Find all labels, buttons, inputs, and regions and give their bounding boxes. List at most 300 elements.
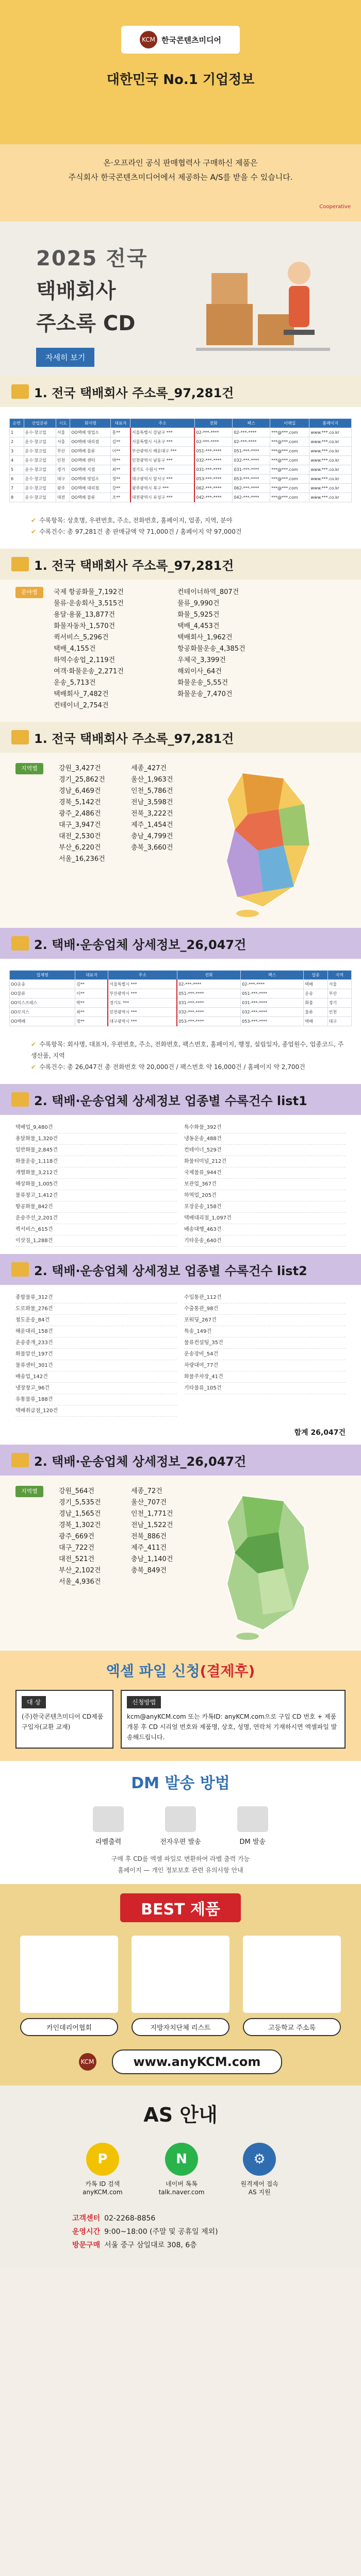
column-header: 업종 xyxy=(304,971,327,980)
column-header: 전화 xyxy=(194,419,232,428)
table-cell: 조** xyxy=(111,493,130,502)
logo-mark-icon: KCM xyxy=(79,2053,96,2071)
dm-title: DM 발송 방법 xyxy=(131,1774,230,1792)
stat-item: 국제 항공화물_7,192건 xyxy=(54,588,124,596)
region-item: 전남_1,522건 xyxy=(131,1521,173,1529)
industry-item: 특수화물_392건 xyxy=(184,1122,346,1133)
section-4-table xyxy=(0,959,361,1036)
industry-item: 보관업_367건 xyxy=(184,1179,346,1190)
table-cell: 인천 xyxy=(327,1008,351,1017)
table-cell: 최** xyxy=(75,1008,108,1017)
order-title: 엑셀 파일 신청(결제후) xyxy=(106,1663,255,1680)
industry-item: 종합물류_312건 xyxy=(15,1292,177,1303)
phone-row: 고객센터 02-2268-8856 xyxy=(72,2214,156,2223)
website-link[interactable]: www.anyKCM.com xyxy=(112,2049,283,2074)
company-logo[interactable] xyxy=(121,26,240,54)
korea-map-icon xyxy=(206,768,325,918)
folder-icon xyxy=(11,730,29,744)
table-cell: 부산광역시 *** xyxy=(108,989,177,998)
naver-icon: N xyxy=(165,2143,198,2176)
table-cell: 경기 xyxy=(56,465,70,474)
table-cell: www.***.co.kr xyxy=(309,456,352,465)
table-cell: 031-***-**** xyxy=(241,998,304,1008)
note-item: ✔ 수록항목: 상호명, 우편번호, 주소, 전화번호, 홈페이지, 업종, 지역, 분야 xyxy=(31,517,233,524)
target-box xyxy=(15,1690,113,1749)
folder-icon xyxy=(11,1092,29,1107)
industry-item: 용달화물_1,320건 xyxy=(15,1133,177,1145)
check-icon: ✔ xyxy=(31,1041,37,1048)
stat-item: 물류_9,990건 xyxy=(177,600,220,607)
address-row: 방문구매 서울 중구 삼일대로 308, 6층 xyxy=(72,2241,197,2249)
region-item: 인천_1,771건 xyxy=(131,1510,173,1518)
table-cell: 053-***-**** xyxy=(194,474,232,484)
table-cell: 서울특별시 강남구 *** xyxy=(130,428,195,437)
column-header: 대표자 xyxy=(75,971,108,980)
table-cell: 경기도 *** xyxy=(108,998,177,1008)
table-cell: OO로지스 xyxy=(10,1008,75,1017)
stat-item: 여객·화물운송_2,271건 xyxy=(54,668,124,675)
stat-item: 퀵서비스_5,296건 xyxy=(54,634,109,641)
table-cell: 서울 xyxy=(56,428,70,437)
column-header: 시도 xyxy=(56,419,70,428)
stat-item: 화물자동차_1,570건 xyxy=(54,622,116,630)
section-6-list xyxy=(0,1285,361,1424)
table-cell: 최** xyxy=(111,465,130,474)
table-row xyxy=(10,989,352,998)
delivery-illustration-icon xyxy=(196,242,330,361)
cover-year: 2025 전국 xyxy=(36,247,148,270)
stat-item: 항공화물운송_4,385건 xyxy=(177,645,245,653)
region-item: 서울_4,936건 xyxy=(59,1578,101,1586)
industry-item: 운송주선_2,201건 xyxy=(15,1213,177,1224)
region-item: 세종_427건 xyxy=(131,765,167,772)
stats-column-2 xyxy=(177,587,291,711)
table-cell: 032-***-**** xyxy=(233,456,270,465)
as-channel-kakao[interactable]: P 카톡 ID 검색 anyKCM.com xyxy=(83,2143,122,2196)
table-cell: www.***.co.kr xyxy=(309,484,352,493)
industry-item: 특송_149건 xyxy=(184,1326,346,1337)
section-2-heading xyxy=(0,549,361,580)
remote-support-icon: ⚙ xyxy=(243,2143,276,2176)
table-cell: 화물 xyxy=(304,998,327,1008)
table-cell: www.***.co.kr xyxy=(309,428,352,437)
table-cell: 02-***-**** xyxy=(177,980,240,989)
intro-line-2: 주식회사 한국콘텐츠미디어에서 제공하는 A/S를 받을 수 있습니다. xyxy=(68,173,293,182)
table-cell: 택배 xyxy=(304,980,327,989)
industry-item: 냉장창고_96건 xyxy=(15,1383,177,1394)
table-cell: 062-***-**** xyxy=(194,484,232,493)
industry-item: 퀵서비스_615건 xyxy=(15,1224,177,1235)
table-row xyxy=(10,1008,352,1017)
table-cell: 이** xyxy=(75,989,108,998)
table-cell: 운송 xyxy=(304,989,327,998)
hours-row: 운영시간 9:00~18:00 (주말 및 공휴일 제외) xyxy=(72,2228,218,2236)
region-item: 경기_25,862건 xyxy=(59,776,105,784)
region-item: 전북_3,222건 xyxy=(131,810,173,818)
region-item: 전남_3,598건 xyxy=(131,799,173,806)
region-item: 경남_1,565건 xyxy=(59,1510,101,1518)
folder-icon xyxy=(11,384,29,399)
table-cell: 042-***-**** xyxy=(194,493,232,502)
table-cell: 8 xyxy=(10,493,24,502)
stats-column-1 xyxy=(54,587,167,711)
best-footer xyxy=(0,2044,361,2086)
spacer xyxy=(0,2252,361,2267)
table-cell: 인천 xyxy=(56,456,70,465)
table-cell: 대구광역시 달서구 *** xyxy=(130,474,195,484)
table-cell: 택배 xyxy=(304,1017,327,1026)
table-cell: 인천광역시 *** xyxy=(108,1008,177,1017)
industry-item: 화물터미널_212건 xyxy=(184,1156,346,1167)
table-cell: 운수·창고업 xyxy=(24,437,56,447)
check-icon: ✔ xyxy=(31,1063,37,1071)
company-name: 한국콘텐츠미디어 xyxy=(161,35,221,45)
industry-item: 도로화물_276건 xyxy=(15,1303,177,1315)
industry-item: 하역업_205건 xyxy=(184,1190,346,1201)
table-cell: 051-***-**** xyxy=(233,447,270,456)
table-cell: 4 xyxy=(10,456,24,465)
target-label: 대 상 xyxy=(22,1696,46,1708)
region-item: 경남_6,469건 xyxy=(59,787,101,795)
column-header: 대표자 xyxy=(111,419,130,428)
dm-step: 전자우편 발송 xyxy=(160,1806,201,1846)
section-1-notes xyxy=(0,512,361,549)
region-column-1 xyxy=(59,1486,116,1640)
industry-item: 택배대리점_1,097건 xyxy=(184,1213,346,1224)
table-row xyxy=(10,1017,352,1026)
table-cell: www.***.co.kr xyxy=(309,447,352,456)
table-cell: 02-***-**** xyxy=(194,437,232,447)
cover-title-1: 택배회사 xyxy=(36,279,116,303)
product-card[interactable]: 고등학교 주소록 xyxy=(243,1936,341,2036)
section-3-regions xyxy=(0,753,361,928)
table-cell: 정** xyxy=(111,474,130,484)
table-cell: 051-***-**** xyxy=(194,447,232,456)
tagline: 대한민국 No.1 기업정보 xyxy=(106,72,255,88)
stat-item: 하역수송업_2,119건 xyxy=(54,656,116,664)
folder-icon xyxy=(11,557,29,571)
table-row xyxy=(10,980,352,989)
table-cell: 031-***-**** xyxy=(194,465,232,474)
industry-column-2 xyxy=(184,1292,346,1417)
region-item: 전북_886건 xyxy=(131,1533,167,1540)
header xyxy=(0,0,361,144)
table-row xyxy=(10,447,352,456)
table-cell: OO택배 물류 xyxy=(70,493,111,502)
column-header: 전화 xyxy=(177,971,240,980)
industry-item: 물류센터_301건 xyxy=(15,1360,177,1371)
region-column-2 xyxy=(131,1486,188,1640)
table-cell: OO택배 대리점 xyxy=(70,437,111,447)
stat-item: 화물운송_5,55건 xyxy=(177,679,228,687)
section-5-heading xyxy=(0,1084,361,1115)
product-card[interactable]: 지방자치단체 리스트 xyxy=(132,1936,229,2036)
best-title: BEST 제품 xyxy=(120,1893,241,1922)
industry-column-2 xyxy=(184,1122,346,1247)
industry-item: 수입통관_112건 xyxy=(184,1292,346,1303)
table-cell: 김** xyxy=(75,980,108,989)
section-1-table xyxy=(0,407,361,512)
industry-item: 기타운송_640건 xyxy=(184,1235,346,1247)
table-cell: www.***.co.kr xyxy=(309,474,352,484)
table-cell: 서울특별시 서초구 *** xyxy=(130,437,195,447)
stat-item: 컨테이너하역_807건 xyxy=(177,588,239,596)
region-item: 광주_669건 xyxy=(59,1533,94,1540)
region-tag: 지역별 xyxy=(15,763,43,774)
sample-table-2 xyxy=(9,970,352,1026)
table-cell: 053-***-**** xyxy=(233,474,270,484)
region-item: 대구_3,947건 xyxy=(59,821,101,829)
table-cell: 경기도 수원시 *** xyxy=(130,465,195,474)
table-cell: 051-***-**** xyxy=(241,989,304,998)
industry-item: 운송중개_233건 xyxy=(15,1337,177,1349)
industry-item: 운송장비_54건 xyxy=(184,1349,346,1360)
region-item: 대전_521건 xyxy=(59,1555,94,1563)
stat-item: 택배_4,453건 xyxy=(177,622,220,630)
table-cell: 운수·창고업 xyxy=(24,456,56,465)
table-cell: 박** xyxy=(75,998,108,1008)
industry-item: 물류창고_1,412건 xyxy=(15,1190,177,1201)
cover-title-2: 주소록 CD xyxy=(36,312,136,335)
region-item: 충남_1,140건 xyxy=(131,1555,173,1563)
table-cell: 032-***-**** xyxy=(177,1008,240,1017)
industry-item: 택배취급점_120건 xyxy=(15,1405,177,1417)
cooperative-mark: Cooperative xyxy=(319,204,351,210)
table-cell: OO택배 물류 xyxy=(70,447,111,456)
table-row xyxy=(10,493,352,502)
column-header: 이메일 xyxy=(270,419,309,428)
folder-icon xyxy=(11,1453,29,1467)
table-row xyxy=(10,484,352,493)
table-cell: 053-***-**** xyxy=(177,1017,240,1026)
as-title: AS 안내 xyxy=(143,2104,218,2126)
region-column-1 xyxy=(59,763,116,918)
region-item: 인천_5,786건 xyxy=(131,787,173,795)
table-row xyxy=(10,456,352,465)
table-cell: 부산광역시 해운대구 *** xyxy=(130,447,195,456)
logo-mark-icon: KCM xyxy=(140,31,157,48)
section-7-title: 2. 택배·운송업체 상세정보_26,047건 xyxy=(34,1454,247,1469)
table-cell: 대전광역시 유성구 *** xyxy=(130,493,195,502)
category-tag: 분야별 xyxy=(15,587,43,598)
column-header: 회사명 xyxy=(70,419,111,428)
table-cell: ***@***.com xyxy=(270,474,309,484)
table-cell: ***@***.com xyxy=(270,484,309,493)
industry-item: 배송업_142건 xyxy=(15,1371,177,1383)
section-2-title: 1. 전국 택배회사 주소록_97,281건 xyxy=(34,558,234,573)
table-cell: OO익스프레스 xyxy=(10,998,75,1008)
dm-notes: 구매 후 CD를 엑셀 파일로 변환하여 라벨 출력 가능 홈페이지 — 개인 정보보호 관련 유의사항 안내 xyxy=(111,1855,250,1874)
intro-section xyxy=(0,144,361,222)
table-cell: 053-***-**** xyxy=(241,1017,304,1026)
check-icon: ✔ xyxy=(31,517,37,524)
region-item: 충북_3,660건 xyxy=(131,844,173,852)
table-cell: 박** xyxy=(111,456,130,465)
section-2-stats xyxy=(0,580,361,722)
industry-item: 차량대여_77건 xyxy=(184,1360,346,1371)
intro-line-1: 온·오프라인 공식 판매협력사 구매하신 제품은 xyxy=(103,158,258,167)
table-cell: 031-***-**** xyxy=(177,998,240,1008)
region-item: 광주_2,486건 xyxy=(59,810,101,818)
column-header: 업체명 xyxy=(10,971,75,980)
contact-info xyxy=(72,2212,289,2252)
table-cell: OO택배 영업소 xyxy=(70,428,111,437)
industry-item: 컨테이너_529건 xyxy=(184,1145,346,1156)
industry-item: 화물알선_197건 xyxy=(15,1349,177,1360)
table-cell: 2 xyxy=(10,437,24,447)
section-4-heading xyxy=(0,928,361,959)
as-channel-naver[interactable]: N 네이버 톡톡 talk.naver.com xyxy=(159,2143,205,2196)
section-1-heading xyxy=(0,376,361,407)
folder-icon xyxy=(11,936,29,951)
table-cell: 홍** xyxy=(111,428,130,437)
column-header: 홈페이지 xyxy=(309,419,352,428)
industry-item: 배송대행_463건 xyxy=(184,1224,346,1235)
stat-item: 화물운송_7,470건 xyxy=(177,690,233,698)
product-list xyxy=(0,1922,361,2044)
table-cell: 운수·창고업 xyxy=(24,447,56,456)
details-button[interactable]: 자세히 보기 xyxy=(36,348,94,367)
table-cell: 물류 xyxy=(304,1008,327,1017)
region-item: 세종_72건 xyxy=(131,1487,162,1495)
region-item: 서울_16,236건 xyxy=(59,855,105,863)
table-cell: 02-***-**** xyxy=(241,980,304,989)
phone-number[interactable]: 02-2268-8856 xyxy=(104,2214,156,2223)
industry-item: 항공화물_842건 xyxy=(15,1201,177,1213)
method-text[interactable]: kcm@anyKCM.com 또는 카톡ID: anyKCM.com으로 구입 CD 번호 + 제품 개봉 후 CD 시리얼 번호와 제품명, 상호, 성명, 연락처 기재하시면 엑셀파일 발송해드립니다. xyxy=(127,1713,337,1741)
note-item: ✔ 수록건수: 총 26,047건 총 전화번호 약 20,000건 / 팩스번호 약 16,000건 / 홈페이지 약 2,700건 xyxy=(31,1063,305,1071)
region-item: 경북_1,302건 xyxy=(59,1521,101,1529)
table-cell: ***@***.com xyxy=(270,456,309,465)
table-row xyxy=(10,428,352,437)
region-item: 대구_722건 xyxy=(59,1544,94,1552)
section-7-regions xyxy=(0,1476,361,1651)
industry-item: 해운대리_158건 xyxy=(15,1326,177,1337)
industry-item: 개별화물_3,212건 xyxy=(15,1167,177,1179)
method-box xyxy=(121,1690,346,1749)
region-tag: 지역별 xyxy=(15,1486,43,1497)
table-cell: 02-***-**** xyxy=(233,428,270,437)
region-item: 제주_411건 xyxy=(131,1544,167,1552)
dm-step: DM 발송 xyxy=(237,1806,268,1846)
table-cell: 인천광역시 남동구 *** xyxy=(130,456,195,465)
industry-item: 물류컨설팅_35건 xyxy=(184,1337,346,1349)
column-header: 산업분류 xyxy=(24,419,56,428)
stat-item: 해외이사_64건 xyxy=(177,668,222,675)
section-7-heading xyxy=(0,1445,361,1476)
dm-step: 라벨출력 xyxy=(93,1806,124,1846)
table-cell: 운수·창고업 xyxy=(24,465,56,474)
table-cell: OO택배 지점 xyxy=(70,465,111,474)
column-header: 팩스 xyxy=(241,971,304,980)
region-item: 충북_849건 xyxy=(131,1567,167,1574)
stat-item: 택배회사_7,482건 xyxy=(54,690,109,698)
note-item: ✔ 수록건수: 총 97,281건 총 판매금액 약 71,000건 / 홈페이지 약 97,000건 xyxy=(31,528,242,535)
stat-item: 택배회사_1,962건 xyxy=(177,634,233,641)
table-cell: 정** xyxy=(75,1017,108,1026)
table-cell: www.***.co.kr xyxy=(309,465,352,474)
best-products-section xyxy=(0,1884,361,2086)
table-cell: 서울특별시 *** xyxy=(108,980,177,989)
region-item: 부산_6,220건 xyxy=(59,844,101,852)
table-cell: 경기 xyxy=(327,998,351,1008)
industry-column-1 xyxy=(15,1122,177,1247)
industry-item: 포워딩_267건 xyxy=(184,1315,346,1326)
table-cell: www.***.co.kr xyxy=(309,493,352,502)
stat-item: 용달·용품_13,877건 xyxy=(54,611,115,619)
table-cell: 대구 xyxy=(56,474,70,484)
total-count: 합계 26,047건 xyxy=(0,1424,361,1445)
table-row xyxy=(10,465,352,474)
table-cell: 7 xyxy=(10,484,24,493)
table-cell: ***@***.com xyxy=(270,493,309,502)
stat-item: 컨테이너_2,754건 xyxy=(54,702,109,709)
industry-column-1 xyxy=(15,1292,177,1417)
table-cell: OO운송 xyxy=(10,980,75,989)
product-image xyxy=(132,1936,229,2013)
dm-steps xyxy=(0,1793,361,1853)
region-item: 울산_1,963건 xyxy=(131,776,173,784)
industry-item: 국제물류_944건 xyxy=(184,1167,346,1179)
mail-truck-icon xyxy=(237,1806,268,1832)
industry-item: 화물주차장_41건 xyxy=(184,1371,346,1383)
as-channel-remote[interactable]: ⚙ 원격제어 접속 AS 지원 xyxy=(240,2143,278,2196)
table-cell: 02-***-**** xyxy=(194,428,232,437)
section-5-title: 2. 택배·운송업체 상세정보 업종별 수록건수 list1 xyxy=(34,1093,307,1108)
stat-item: 화물_5,925건 xyxy=(177,611,220,619)
korea-map-icon xyxy=(206,1491,325,1640)
check-icon: ✔ xyxy=(31,528,37,535)
table-row xyxy=(10,998,352,1008)
as-channels xyxy=(0,2127,361,2207)
section-1-title: 1. 전국 택배회사 주소록_97,281건 xyxy=(34,385,234,400)
table-cell: 대전 xyxy=(56,493,70,502)
table-cell: 062-***-**** xyxy=(233,484,270,493)
table-cell: 032-***-**** xyxy=(241,1008,304,1017)
table-cell: 032-***-**** xyxy=(194,456,232,465)
table-cell: 이** xyxy=(111,447,130,456)
stat-item: 우체국_3,399건 xyxy=(177,656,226,664)
industry-item: 화물운송_1,118건 xyxy=(15,1156,177,1167)
table-cell: 서울 xyxy=(327,980,351,989)
target-text: (주)한국콘텐츠미디어 CD제품 구입자(교환 교재) xyxy=(22,1713,104,1731)
table-cell: 운수·창고업 xyxy=(24,493,56,502)
product-card[interactable]: 카인데리어협회 xyxy=(20,1936,118,2036)
table-cell: OO물류 xyxy=(10,989,75,998)
folder-icon xyxy=(11,1262,29,1277)
section-6-heading xyxy=(0,1254,361,1285)
product-image xyxy=(243,1936,341,2013)
industry-item: 유통물류_188건 xyxy=(15,1394,177,1405)
kakao-icon: P xyxy=(86,2143,119,2176)
table-cell: 6 xyxy=(10,474,24,484)
industry-item: 해상화물_1,005건 xyxy=(15,1179,177,1190)
printer-icon xyxy=(93,1806,124,1832)
region-item: 강원_564건 xyxy=(59,1487,94,1495)
table-cell: 운수·창고업 xyxy=(24,428,56,437)
section-5-list xyxy=(0,1115,361,1254)
region-item: 경기_5,535건 xyxy=(59,1499,101,1506)
industry-item: 택배업_9,480건 xyxy=(15,1122,177,1133)
table-cell: 051-***-**** xyxy=(177,989,240,998)
region-item: 경북_5,142건 xyxy=(59,799,101,806)
table-cell: 서울 xyxy=(56,437,70,447)
table-cell: 광주 xyxy=(56,484,70,493)
table-cell: 부산 xyxy=(327,989,351,998)
column-header: 주소 xyxy=(108,971,177,980)
section-3-heading xyxy=(0,722,361,753)
excel-order-section xyxy=(0,1651,361,1761)
